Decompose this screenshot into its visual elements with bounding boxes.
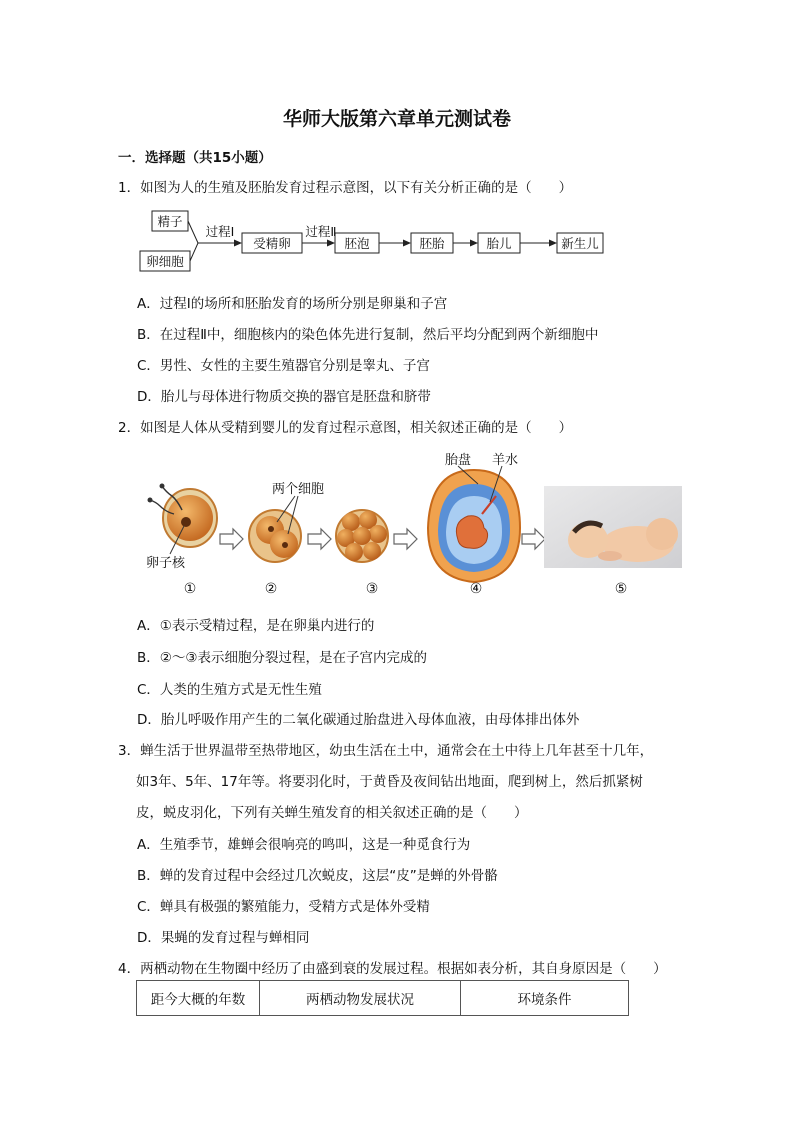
q3-stem-line-1: 3．蝉生活于世界温带至热带地区，幼虫生活在土中，通常会在土中待上几年甚至十几年， <box>118 743 654 759</box>
newborn-label: 新生儿 <box>561 236 599 251</box>
q4-stem: 4．两栖动物在生物圈中经历了由盛到衰的发展过程。根据如表分析，其自身原因是（ ） <box>118 961 667 977</box>
two-cell-image <box>249 496 301 562</box>
table-header-status: 两栖动物发展状况 <box>260 981 461 1016</box>
q1-option-b: B．在过程Ⅱ中，细胞核内的染色体先进行复制，然后平均分配到两个新细胞中 <box>137 327 599 343</box>
embryo-label: 胚胎 <box>419 236 445 251</box>
arrow-1 <box>220 529 243 549</box>
sperm-label: 精子 <box>157 214 183 229</box>
q3-option-a: A．生殖季节，雄蝉会很响亮的鸣叫，这是一种觅食行为 <box>137 837 471 853</box>
process1-label: 过程Ⅰ <box>205 224 235 239</box>
q3-option-b: B．蝉的发育过程中会经过几次蜕皮，这层“皮”是蝉的外骨骼 <box>137 868 498 884</box>
num-5: ⑤ <box>614 581 628 597</box>
arrow-3 <box>394 529 417 549</box>
q1-option-d: D．胎儿与母体进行物质交换的器官是胚盘和脐带 <box>137 389 431 405</box>
q2-option-a: A．①表示受精过程，是在卵巢内进行的 <box>137 618 375 634</box>
num-2: ② <box>264 581 278 597</box>
q3-stem-line-3: 皮，蜕皮羽化，下列有关蝉生殖发育的相关叙述正确的是（ ） <box>136 805 528 821</box>
q2-development-figure <box>140 448 690 600</box>
label-amniotic-fluid: 羊水 <box>492 453 519 468</box>
q1-flow-diagram <box>130 205 620 275</box>
label-placenta: 胎盘 <box>445 453 472 468</box>
num-1: ① <box>183 581 197 597</box>
morula-image <box>336 510 388 562</box>
page-title: 华师大版第六章单元测试卷 <box>282 108 511 130</box>
q2-option-d: D．胎儿呼吸作用产生的二氧化碳通过胎盘进入母体血液，由母体排出体外 <box>137 712 580 728</box>
q2-option-c: C．人类的生殖方式是无性生殖 <box>137 682 322 698</box>
q3-stem-line-2: 如3年、5年、17年等。将要羽化时，于黄昏及夜间钻出地面，爬到树上，然后抓紧树 <box>136 774 643 790</box>
section-heading: 一．选择题（共15小题） <box>118 150 272 166</box>
zygote-image <box>148 484 218 555</box>
q1-option-a: A．过程Ⅰ的场所和胚胎发育的场所分别是卵巢和子宫 <box>137 296 448 312</box>
q1-option-c: C．男性、女性的主要生殖器官分别是睾丸、子宫 <box>137 358 430 374</box>
num-3: ③ <box>365 581 379 597</box>
baby-photo <box>544 486 682 568</box>
uterus-fetus-image <box>428 466 520 582</box>
table-header-environment: 环境条件 <box>461 981 629 1016</box>
q2-stem: 2．如图是人体从受精到婴儿的发育过程示意图，相关叙述正确的是（ ） <box>118 420 573 436</box>
q3-option-c: C．蝉具有极强的繁殖能力，受精方式是体外受精 <box>137 899 430 915</box>
label-two-cells: 两个细胞 <box>272 482 325 497</box>
q2-option-b: B．②～③表示细胞分裂过程，是在子宫内完成的 <box>137 650 427 666</box>
table-header-row <box>137 981 629 1016</box>
process2-label: 过程Ⅱ <box>305 224 337 239</box>
blastocyst-label: 胚泡 <box>344 236 370 251</box>
arrow-4 <box>522 529 545 549</box>
q3-option-d: D．果蝇的发育过程与蝉相同 <box>137 930 310 946</box>
zygote-label: 受精卵 <box>253 236 291 251</box>
q1-stem: 1．如图为人的生殖及胚胎发育过程示意图，以下有关分析正确的是（ ） <box>118 180 573 196</box>
label-egg-nucleus: 卵子核 <box>146 556 186 571</box>
arrow-2 <box>308 529 331 549</box>
num-4: ④ <box>469 581 483 597</box>
egg-label: 卵细胞 <box>146 254 184 269</box>
q4-table <box>136 980 629 1016</box>
table-header-years: 距今大概的年数 <box>137 981 260 1016</box>
fetus-label: 胎儿 <box>486 236 512 251</box>
